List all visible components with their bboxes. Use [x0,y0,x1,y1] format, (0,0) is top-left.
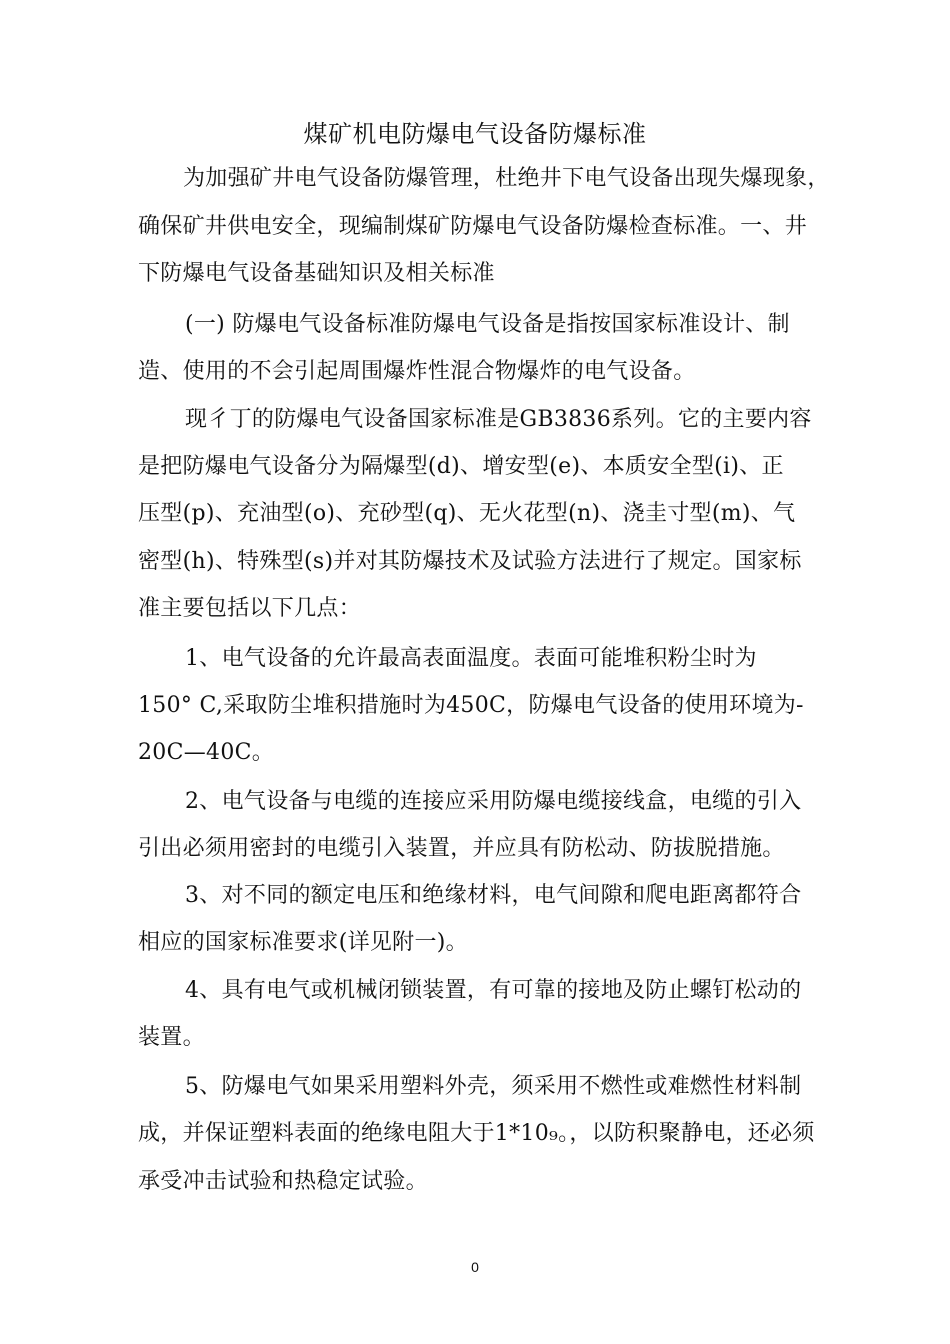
paragraph-line: 确保矿井供电安全，现编制煤矿防爆电气设备防爆检查标准。一、井 [138,214,808,239]
paragraph-line: 4、具有电气或机械闭锁装置，有可靠的接地及防止螺钉松动的 [185,978,802,1003]
paragraph-line: 1、电气设备的允许最高表面温度。表面可能堆积粉尘时为 [185,646,757,671]
paragraph-line: 5、防爆电气如果采用塑料外壳，须采用不燃性或难燃性材料制 [185,1074,802,1099]
paragraph-line: 引出必须用密封的电缆引入装置，并应具有防松动、防拔脱措施。 [138,836,785,861]
paragraph-line: 密型(h)、特殊型(s)并对其防爆技术及试验方法进行了规定。国家标 [138,549,802,574]
paragraph-line: (一) 防爆电气设备标准防爆电气设备是指按国家标准设计、制 [185,312,790,337]
paragraph-line: 20C—40C。 [138,740,275,765]
page-number: 0 [471,1259,479,1275]
paragraph-line: 3、对不同的额定电压和绝缘材料，电气间隙和爬电距离都符合 [185,883,802,908]
document-title: 煤矿机电防爆电气设备防爆标准 [303,120,647,148]
paragraph-line: 压型(p)、充油型(o)、充砂型(q)、无火花型(n)、浇圭寸型(m)、气 [138,501,796,526]
paragraph-line: 相应的国家标准要求(详见附一)。 [138,930,468,955]
paragraph-line: 成，并保证塑料表面的绝缘电阻大于1*10₉。，以防积聚静电，还必须 [138,1121,815,1146]
paragraph-line: 承受冲击试验和热稳定试验。 [138,1169,428,1194]
paragraph-line: 2、电气设备与电缆的连接应采用防爆电缆接线盒，电缆的引入 [185,789,802,814]
paragraph-line: 装置。 [138,1025,205,1050]
paragraph-line: 是把防爆电气设备分为隔爆型(d)、增安型(e)、本质安全型(i)、正 [138,454,784,479]
paragraph-line: 为加强矿井电气设备防爆管理，杜绝井下电气设备出现失爆现象， [183,166,830,191]
paragraph-line: 下防爆电气设备基础知识及相关标准 [138,261,495,286]
paragraph-line: 准主要包括以下几点： [138,596,362,621]
paragraph-line: 现彳丁的防爆电气设备国家标准是GB3836系列。它的主要内容 [185,407,812,432]
paragraph-line: 150° C,采取防尘堆积措施时为450C，防爆电气设备的使用环境为- [138,693,804,718]
paragraph-line: 造、使用的不会引起周围爆炸性混合物爆炸的电气设备。 [138,359,696,384]
